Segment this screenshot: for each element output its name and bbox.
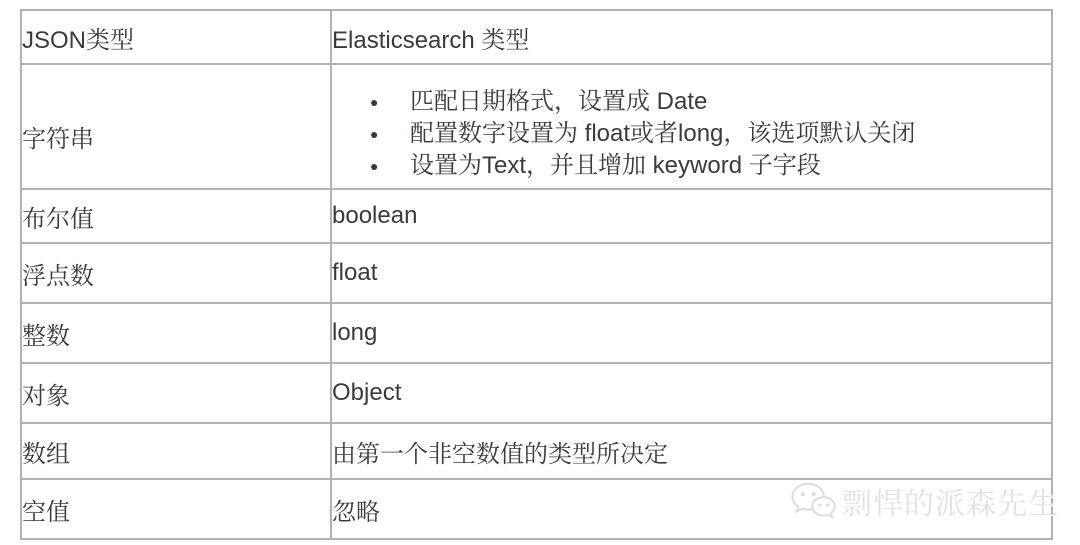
es-type-cell: long (331, 303, 1052, 363)
table-row (21, 363, 1052, 423)
es-type-cell: Object (331, 363, 1052, 423)
json-type-cell: 数组 (21, 423, 331, 479)
table-row (21, 64, 1052, 189)
bullet-item: ● 匹配日期格式，设置成 Date (370, 86, 1051, 118)
es-type-cell: float (331, 243, 1052, 303)
es-type-cell: 由第一个非空数值的类型所决定 (331, 423, 1052, 479)
bullet-item: ● 配置数字设置为 float或者long，该选项默认关闭 (370, 118, 1051, 150)
table-row (21, 423, 1052, 479)
table-row (21, 189, 1052, 243)
table-row (21, 243, 1052, 303)
bullet-item: ● 设置为Text，并且增加 keyword 子字段 (370, 150, 1051, 182)
es-type-cell (331, 64, 1052, 189)
json-type-cell: 浮点数 (21, 243, 331, 303)
json-type-cell: 字符串 (21, 64, 331, 189)
header-es-type: Elasticsearch 类型 (331, 10, 1052, 64)
table-header-row (21, 10, 1052, 64)
header-json-type: JSON类型 (21, 10, 331, 64)
es-type-cell: 忽略 (331, 479, 1052, 539)
json-es-type-table (20, 9, 1053, 540)
bullet-list (332, 86, 1051, 182)
table-row (21, 303, 1052, 363)
es-type-cell: boolean (331, 189, 1052, 243)
table-row (21, 479, 1052, 539)
watermark-text: 剽悍的派森先生 (842, 488, 1059, 521)
json-type-cell: 对象 (21, 363, 331, 423)
json-type-cell: 空值 (21, 479, 331, 539)
json-type-cell: 整数 (21, 303, 331, 363)
json-type-cell: 布尔值 (21, 189, 331, 243)
